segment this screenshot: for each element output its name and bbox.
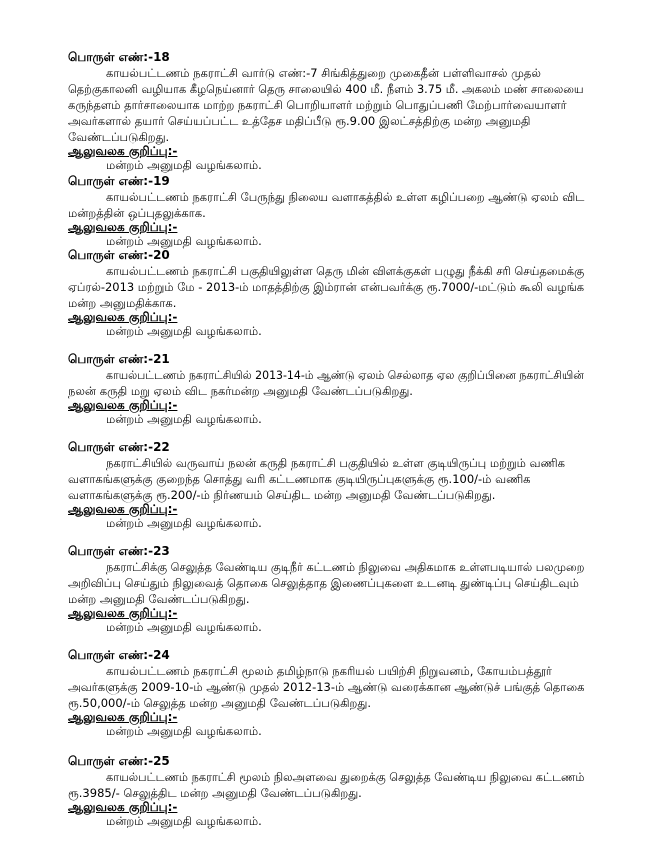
item-text-line: மன்ற அனுமதிக்காக. [68, 296, 177, 310]
item-text-line: காயல்பட்டணம் நகராட்சியில் 2013-14-ம் ஆண்டு ஏலம் செல்லாத ஏல குறிப்பினை நகராட்சியின் [106, 368, 584, 382]
office-note-text: மன்றம் அனுமதி வழங்கலாம். [106, 724, 262, 738]
office-note-label: ஆலுவலக குறிப்பு:- [68, 606, 178, 620]
office-note-label: ஆலுவலக குறிப்பு:- [68, 144, 178, 158]
item-text-line: தெற்குகாலனி வழியாக கீழநெய்னார் தெரு சாலையில் 400 மீ. நீளம் 3.75 மீ. அகலம் மண் சாலையை [68, 82, 584, 96]
item-heading: பொருள் எண்:-19 [68, 174, 170, 188]
item-text-line: வளாகங்களுக்கு குறைந்த சொத்து வரி கட்டணமாக குடியிருப்புகளுக்கு ரூ.100/-ம் வணிக [68, 472, 531, 486]
item-text-line: நலன் கருதி மறு ஏலம் விட நகர்மன்ற அனுமதி வேண்டப்படுகிறது. [68, 384, 413, 398]
office-note-text: மன்றம் அனுமதி வழங்கலாம். [106, 516, 262, 530]
item-text-line: அவர்களால் தயார் செய்யப்பட்ட உத்தேச மதிப்பீடு ரூ.9.00 இலட்சத்திற்கு மன்ற அனுமதி [68, 114, 531, 128]
item-text-line: காயல்பட்டணம் நகராட்சி வார்டு எண்:-7 சிங்கித்துறை முகைதீன் பள்ளிவாசல் முதல் [106, 66, 541, 80]
item-text-line: காயல்பட்டணம் நகராட்சி பகுதியிலுள்ள தெரு மின் விளக்குகள் பழுது நீக்கி சரி செய்தமைக்கு [106, 264, 585, 278]
item-text-line: மன்ற அனுமதி வேண்டப்படுகிறது. [68, 592, 250, 606]
item-text-line: கருந்தளம் தார்சாலையாக மாற்ற நகராட்சி பொறியாளர் மற்றும் பொதுப்பணி மேற்பார்வையாளர் [68, 98, 567, 112]
office-note-label: ஆலுவலக குறிப்பு:- [68, 220, 178, 234]
item-text-line: வேண்டப்படுகிறது. [68, 130, 170, 144]
office-note-text: மன்றம் அனுமதி வழங்கலாம். [106, 620, 262, 634]
office-note-label: ஆலுவலக குறிப்பு:- [68, 398, 178, 412]
item-heading: பொருள் எண்:-23 [68, 544, 170, 558]
item-text-line: வளாகங்களுக்கு ரூ.200/-ம் நிர்ணயம் செய்திட மன்ற அனுமதி வேண்டப்படுகிறது. [68, 488, 496, 502]
office-note-text: மன்றம் அனுமதி வழங்கலாம். [106, 324, 262, 338]
office-note-text: மன்றம் அனுமதி வழங்கலாம். [106, 234, 262, 248]
item-text-line: ரூ.3985/- செலுத்திட மன்ற அனுமதி வேண்டப்படுகிறது. [68, 786, 362, 800]
item-text-line: ரூ.50,000/-ம் செலுத்த மன்ற அனுமதி வேண்டப்படுகிறது. [68, 696, 371, 710]
office-note-label: ஆலுவலக குறிப்பு:- [68, 710, 178, 724]
office-note-text: மன்றம் அனுமதி வழங்கலாம். [106, 814, 262, 828]
item-text-line: நகராட்சியில் வருவாய் நலன் கருதி நகராட்சி பகுதியில் உள்ள குடியிருப்பு மற்றும் வணிக [106, 456, 565, 470]
office-note-text: மன்றம் அனுமதி வழங்கலாம். [106, 412, 262, 426]
office-note-text: மன்றம் அனுமதி வழங்கலாம். [106, 158, 262, 172]
item-heading: பொருள் எண்:-20 [68, 248, 170, 262]
item-heading: பொருள் எண்:-24 [68, 648, 170, 662]
item-text-line: அவர்களுக்கு 2009-10-ம் ஆண்டு முதல் 2012-13-ம் ஆண்டு வரைக்கான ஆண்டுச் பங்குத் தொகை [68, 680, 585, 694]
item-heading: பொருள் எண்:-21 [68, 352, 170, 366]
item-text-line: ஏப்ரல்-2013 மற்றும் மே - 2013-ம் மாதத்திற்கு இம்ரான் என்பவர்க்கு ரூ.7000/-மட்டும் கூலி வழங்க [68, 280, 585, 294]
item-text-line: காயல்பட்டணம் நகராட்சி மூலம் நிலஅளவை துறைக்கு செலுத்த வேண்டிய நிலுவை கட்டணம் [106, 770, 585, 784]
item-text-line: காயல்பட்டணம் நகராட்சி பேருந்து நிலைய வளாகத்தில் உள்ள கழிப்பறை ஆண்டு ஏலம் விட [106, 190, 585, 204]
office-note-label: ஆலுவலக குறிப்பு:- [68, 800, 178, 814]
office-note-label: ஆலுவலக குறிப்பு:- [68, 502, 178, 516]
office-note-label: ஆலுவலக குறிப்பு:- [68, 310, 178, 324]
item-text-line: காயல்பட்டணம் நகராட்சி மூலம் தமிழ்நாடு நகரியல் பயிற்சி நிறுவனம், கோயம்பத்தூர் [106, 664, 552, 678]
item-heading: பொருள் எண்:-22 [68, 440, 170, 454]
item-heading: பொருள் எண்:-18 [68, 50, 170, 64]
item-text-line: அறிவிப்பு செய்தும் நிலுவைத் தொகை செலுத்தாத இணைப்புகளை உடனடி துண்டிப்பு செய்திடவும் [68, 576, 579, 590]
item-text-line: மன்றத்தின் ஒப்புதலுக்காக. [68, 206, 206, 220]
item-heading: பொருள் எண்:-25 [68, 754, 170, 768]
item-text-line: நகராட்சிக்கு செலுத்த வேண்டிய குடிநீர் கட்டணம் நிலுவை அதிகமாக உள்ளபடியால் பலமுறை [106, 560, 585, 574]
